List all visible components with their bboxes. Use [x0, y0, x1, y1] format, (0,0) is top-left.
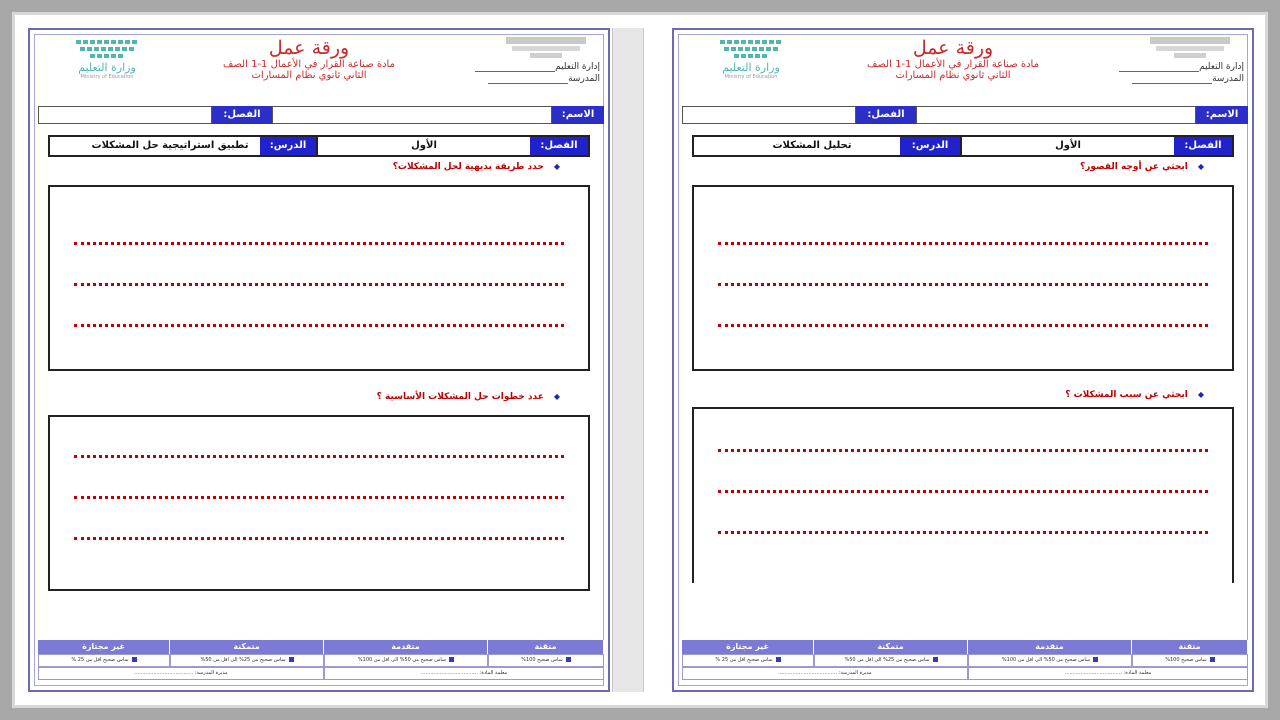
worksheet-title: ورقة عمل [268, 37, 350, 59]
checkbox-icon[interactable] [776, 657, 781, 662]
bullet-icon: ◆ [553, 162, 560, 171]
answer-line [74, 537, 564, 540]
answer-line [74, 283, 564, 286]
checkbox-icon[interactable] [1210, 657, 1215, 662]
grade-header: متقدمة [968, 640, 1132, 654]
question-text: حدد طريقة بديهية لحل المشكلات؟ [392, 162, 544, 172]
ministry-logo [696, 38, 806, 80]
worksheet-title: ورقة عمل [912, 37, 994, 59]
worksheet-header [180, 38, 438, 81]
lesson-label: الدرس: [900, 137, 960, 155]
checkbox-icon[interactable] [132, 657, 137, 662]
class-label: الفصل: [212, 106, 272, 124]
answer-box-2[interactable] [48, 415, 590, 591]
ministry-name: وزارة التعليم [78, 61, 136, 74]
answer-line [74, 455, 564, 458]
student-name-bar [34, 106, 604, 126]
answer-line [74, 324, 564, 327]
grade-line: الثاني ثانوي نظام المسارات [251, 70, 367, 81]
lesson-bar [48, 135, 590, 157]
question-1 [393, 162, 560, 172]
lesson-bar [692, 135, 1234, 157]
chapter-label: الفصل: [530, 137, 588, 155]
lesson-value: تحليل المشكلات [772, 140, 852, 151]
teacher-signature[interactable]: معلمة المادة: .................................... [324, 667, 604, 680]
bullet-icon: ◆ [1197, 162, 1204, 171]
school-info [1094, 34, 1244, 84]
answer-line [718, 531, 1208, 534]
principal-signature[interactable]: مديرة المدرسة: ..................................... [38, 667, 324, 680]
checkbox-icon[interactable] [1093, 657, 1098, 662]
divider [960, 137, 962, 155]
teacher-signature[interactable]: معلمة المادة: .................................... [968, 667, 1248, 680]
bullet-icon: ◆ [553, 392, 560, 401]
question-2 [1065, 390, 1204, 400]
principal-signature[interactable]: مديرة المدرسة: ..................................... [682, 667, 968, 680]
worksheet-page-1 [28, 28, 610, 692]
school-field: المدرسة [450, 74, 600, 84]
lesson-value: تطبيق استراتيجية حل المشكلات [91, 140, 249, 151]
checkbox-icon[interactable] [449, 657, 454, 662]
question-text: ابحثي عن سبب المشكلات ؟ [1065, 390, 1188, 400]
worksheet-header [824, 38, 1082, 81]
ministry-logo [52, 38, 162, 80]
name-label: الاسم: [1196, 106, 1248, 124]
ministry-logo-icon [72, 38, 142, 60]
answer-box-1[interactable] [48, 185, 590, 371]
question-text: عدد خطوات حل المشكلات الأساسية ؟ [376, 392, 544, 402]
chapter-label: الفصل: [1174, 137, 1232, 155]
grade-header: متمكنة [814, 640, 968, 654]
grading-footer [678, 640, 1248, 682]
answer-line [718, 283, 1208, 286]
grade-criterion: ساس صحيح من 25% الى اقل من 50% [170, 654, 324, 667]
grade-criterion: ساس صحيح اقل من 25 % [38, 654, 170, 667]
page-gutter [612, 28, 644, 692]
lesson-label: الدرس: [260, 137, 316, 155]
answer-box-1[interactable] [692, 185, 1234, 371]
ministry-name-en: Ministry of Education [724, 74, 778, 80]
student-name-bar [678, 106, 1248, 126]
grade-criterion: ساس صحيح 100% [1132, 654, 1248, 667]
grade-criterion: ساس صحيح 100% [488, 654, 604, 667]
question-1 [1080, 162, 1204, 172]
name-input[interactable] [272, 106, 552, 124]
grade-criterion: ساس صحيح من 50% الى اقل من 100% [324, 654, 488, 667]
answer-line [718, 242, 1208, 245]
worksheet-page-2 [672, 28, 1254, 692]
grade-header: متقنة [488, 640, 604, 654]
chapter-value: الأول [411, 140, 437, 151]
bullet-icon: ◆ [1197, 390, 1204, 399]
kingdom-emblem-icon [1146, 34, 1234, 60]
class-input[interactable] [38, 106, 212, 124]
answer-line [718, 324, 1208, 327]
checkbox-icon[interactable] [566, 657, 571, 662]
grade-criterion: ساس صحيح اقل من 25 % [682, 654, 814, 667]
chapter-value: الأول [1055, 140, 1081, 151]
question-2 [377, 392, 560, 402]
grading-footer [34, 640, 604, 682]
school-info [450, 34, 600, 84]
answer-line [718, 449, 1208, 452]
divider [316, 137, 318, 155]
subject-line: مادة صناعة القرار في الأعمال 1-1 الصف [867, 59, 1039, 70]
checkbox-icon[interactable] [933, 657, 938, 662]
ministry-name-en: Ministry of Education [80, 74, 134, 80]
school-field: المدرسة [1094, 74, 1244, 84]
admin-field: إدارة التعليم [1094, 62, 1244, 72]
grade-criterion: ساس صحيح من 50% الى اقل من 100% [968, 654, 1132, 667]
class-input[interactable] [682, 106, 856, 124]
grade-header: متقدمة [324, 640, 488, 654]
question-text: ابحثي عن أوجه القصور؟ [1079, 162, 1188, 172]
class-label: الفصل: [856, 106, 916, 124]
name-label: الاسم: [552, 106, 604, 124]
grade-header: متقنة [1132, 640, 1248, 654]
ministry-logo-icon [716, 38, 786, 60]
answer-line [74, 496, 564, 499]
answer-line [718, 490, 1208, 493]
admin-field: إدارة التعليم [450, 62, 600, 72]
answer-box-2[interactable] [692, 407, 1234, 583]
grade-header: غير مجتازة [38, 640, 170, 654]
ministry-name: وزارة التعليم [722, 61, 780, 74]
checkbox-icon[interactable] [289, 657, 294, 662]
kingdom-emblem-icon [502, 34, 590, 60]
grade-line: الثاني ثانوي نظام المسارات [895, 70, 1011, 81]
grade-criterion: ساس صحيح من 25% الى اقل من 50% [814, 654, 968, 667]
grade-header: متمكنة [170, 640, 324, 654]
subject-line: مادة صناعة القرار في الأعمال 1-1 الصف [223, 59, 395, 70]
name-input[interactable] [916, 106, 1196, 124]
grade-header: غير مجتازة [682, 640, 814, 654]
answer-line [74, 242, 564, 245]
